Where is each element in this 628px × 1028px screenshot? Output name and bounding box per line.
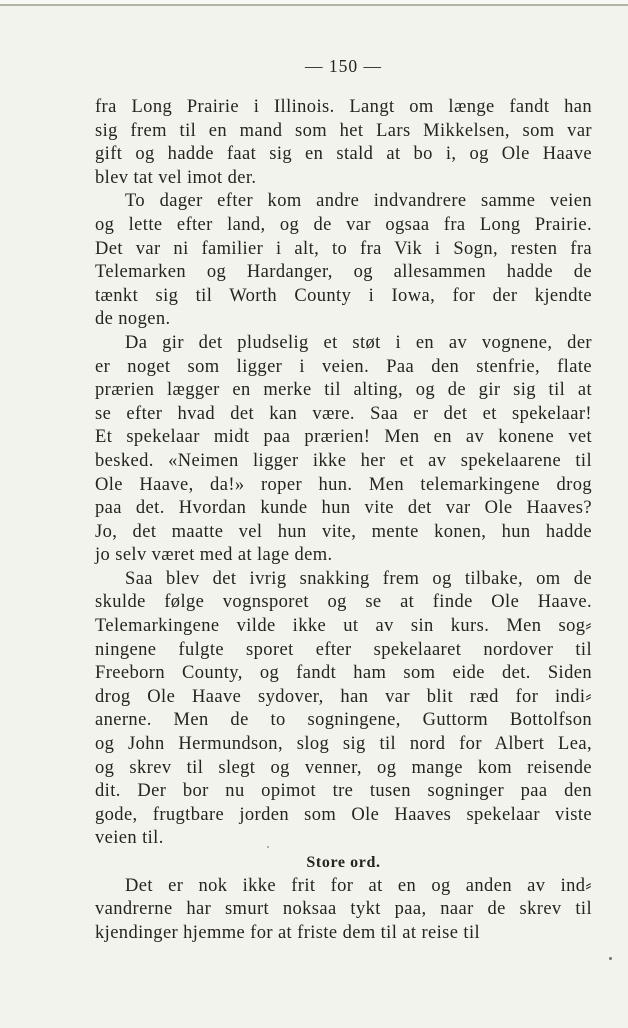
text-line: Et spekelaar midt paa prærien! Men en av konene vet <box>95 427 592 448</box>
scan-speck <box>609 957 612 960</box>
scan-speck <box>267 846 269 848</box>
text-line: anerne. Men de to sogningene, Guttorm Bottolfson <box>95 710 592 731</box>
text-block <box>95 96 592 945</box>
text-line: dit. Der bor nu opimot tre tusen sogninger paa den <box>95 781 592 802</box>
text-line: og skrev til slegt og venner, og mange kom reisende <box>95 757 592 778</box>
text-line: Da gir det pludselig et støt i en av vognene, der <box>125 332 592 353</box>
text-line: sig frem til en mand som het Lars Mikkelsen, som var <box>95 120 592 141</box>
paragraph <box>95 875 592 946</box>
text-line: fra Long Prairie i Illinois. Langt om længe fandt han <box>95 97 592 117</box>
text-line: Saa blev det ivrig snakking frem og tilbake, om de <box>125 568 592 589</box>
text-line: ningene fulgte sporet efter spekelaaret nordover til <box>95 639 592 660</box>
text-line: er noget som ligger i veien. Paa den stenfrie, flate <box>95 356 592 377</box>
text-line: Ole Haave, da!» roper hun. Men telemarkingene drog <box>95 474 592 495</box>
text-line: de nogen. <box>95 309 171 330</box>
text-line: jo selv været med at lage dem. <box>95 545 333 566</box>
text-line: kjendinger hjemme for at friste dem til at reise til <box>95 922 481 943</box>
text-line: To dager efter kom andre indvandrere samme veien <box>125 191 592 212</box>
paragraph <box>95 96 592 190</box>
text-line: veien til. <box>95 828 164 849</box>
text-line: skulde følge vognsporet og se at finde Ole Haave. <box>95 592 592 613</box>
text-line: og John Hermundson, slog sig til nord for Albert Lea, <box>95 734 592 755</box>
text-line: gift og hadde faat sig en stald at bo i, og Ole Haave <box>95 144 592 165</box>
text-line: prærien lægger en merke til alting, og de gir sig til at <box>95 380 592 401</box>
text-line: se efter hvad det kan være. Saa er det et spekelaar! <box>95 403 592 424</box>
text-line: Telemarken og Hardanger, og allesammen hadde de <box>95 262 592 283</box>
text-line: drog Ole Haave sydover, han var blit ræd for indi⸗ <box>95 686 592 707</box>
text-line: Det er nok ikke frit for at en og anden av ind⸗ <box>125 875 592 896</box>
text-line: Telemarkingene vilde ikke ut av sin kurs. Men sog⸗ <box>95 616 592 637</box>
text-line: Det var ni familier i alt, to fra Vik i Sogn, resten fra <box>95 238 592 259</box>
paragraph <box>95 568 592 851</box>
paragraph <box>95 332 592 568</box>
text-line: Freeborn County, og fandt ham som eide det. Siden <box>95 663 592 684</box>
text-line: Jo, det maatte vel hun vite, mente konen, hun hadde <box>95 521 592 542</box>
text-line: tænkt sig til Worth County i Iowa, for der kjendte <box>95 285 592 306</box>
section-heading: Store ord. <box>306 854 381 871</box>
text-line: paa det. Hvordan kunde hun vite det var Ole Haaves? <box>95 498 592 519</box>
text-line: gode, frugtbare jorden som Ole Haaves spekelaar viste <box>95 804 592 825</box>
page-number: — 150 — <box>305 56 382 76</box>
text-line: blev tat vel imot der. <box>95 167 257 188</box>
text-line: besked. «Neimen ligger ikke her et av spekelaarene til <box>95 450 592 471</box>
scan-top-line <box>0 4 628 6</box>
text-line: og lette efter land, og de var ogsaa fra Long Prairie. <box>95 214 592 235</box>
paragraph <box>95 190 592 332</box>
text-line: vandrerne har smurt noksaa tykt paa, naar de skrev til <box>95 899 592 920</box>
